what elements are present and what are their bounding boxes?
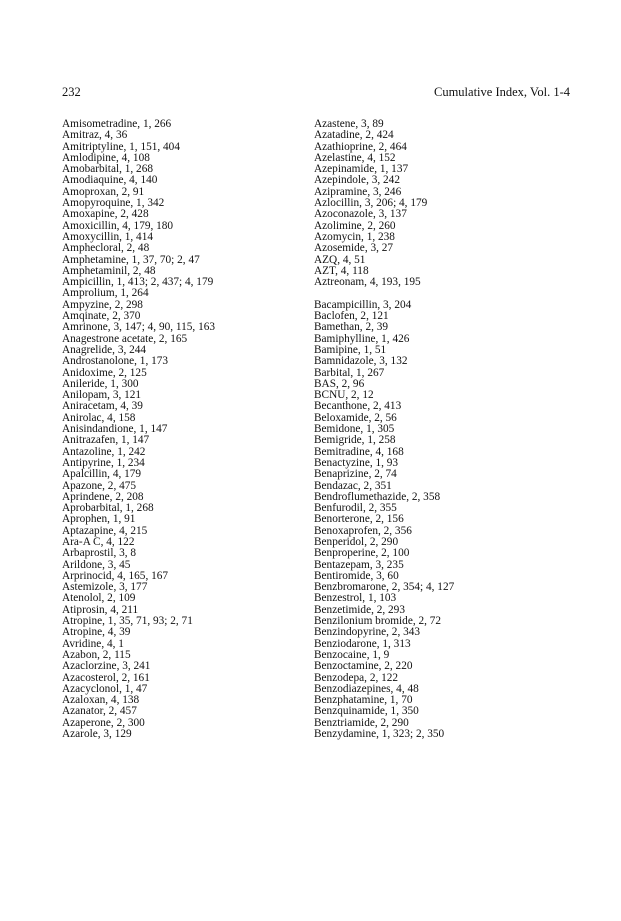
index-entry: Aztreonam, 4, 193, 195 <box>314 276 421 289</box>
index-entry: Androstanolone, 1, 173 <box>62 355 169 368</box>
index-entry: Amqinate, 2, 370 <box>62 310 141 323</box>
index-entry: Amphetamine, 1, 37, 70; 2, 47 <box>62 253 200 266</box>
index-entry: Bamipine, 1, 51 <box>314 343 387 356</box>
index-entry: Bentiromide, 3, 60 <box>314 569 399 582</box>
index-entry: Amphecloral, 2, 48 <box>62 242 150 255</box>
index-entry: Antazoline, 1, 242 <box>62 445 146 458</box>
index-entry: Anagestrone acetate, 2, 165 <box>62 332 188 345</box>
index-entry: BCNU, 2, 12 <box>314 389 374 402</box>
index-entry: Bamiphylline, 1, 426 <box>314 332 410 345</box>
index-entry: Benzoctamine, 2, 220 <box>314 660 413 673</box>
index-entry: BAS, 2, 96 <box>314 377 365 390</box>
index-entry: Aprobarbital, 1, 268 <box>62 502 154 515</box>
index-entry: AZT, 4, 118 <box>314 264 369 277</box>
index-entry: Azaclorzine, 3, 241 <box>62 660 151 673</box>
index-entry: Anileride, 1, 300 <box>62 377 139 390</box>
index-entry: Aprophen, 1, 91 <box>62 513 136 526</box>
index-entry: Baclofen, 2, 121 <box>314 310 389 323</box>
index-entry: Bemigride, 1, 258 <box>314 434 396 447</box>
index-column-left <box>62 119 302 740</box>
index-entry: Bacampicillin, 3, 204 <box>314 298 412 311</box>
index-entry: Amitraz, 4, 36 <box>62 129 128 142</box>
index-entry: Arildone, 3, 45 <box>62 558 131 571</box>
index-entry: Azepinamide, 1, 137 <box>314 163 409 176</box>
index-entry: Ampyzine, 2, 298 <box>62 298 143 311</box>
index-entry: Benfurodil, 2, 355 <box>314 502 397 515</box>
index-entry: Azaloxan, 4, 138 <box>62 694 140 707</box>
index-entry: Aptazapine, 4, 215 <box>62 524 148 537</box>
index-entry: Anitrazafen, 1, 147 <box>62 434 150 447</box>
index-entry: Benzodiazepines, 4, 48 <box>314 682 419 695</box>
index-column-right <box>314 119 570 740</box>
index-entry: Amoxycillin, 1, 414 <box>62 230 153 243</box>
index-entry: Azarole, 3, 129 <box>62 728 132 741</box>
index-entry: Azipramine, 3, 246 <box>314 185 402 198</box>
index-entry: Amisometradine, 1, 266 <box>62 118 172 130</box>
index-entry: Atiprosin, 4, 211 <box>62 603 139 616</box>
index-entry: Bemidone, 1, 305 <box>314 423 395 436</box>
index-entry: Amitriptyline, 1, 151, 404 <box>62 140 180 153</box>
index-entry: Bamethan, 2, 39 <box>314 321 389 334</box>
index-entry: Azelastine, 4, 152 <box>314 151 396 164</box>
index-entry: Azoconazole, 3, 137 <box>314 208 407 221</box>
index-entry: Amoproxan, 2, 91 <box>62 185 145 198</box>
index-entry: Benzindopyrine, 2, 343 <box>314 626 421 639</box>
index-entry: Benzodepa, 2, 122 <box>314 671 399 684</box>
index-entry: Barbital, 1, 267 <box>314 366 385 379</box>
index-entry: Anagrelide, 3, 244 <box>62 343 147 356</box>
index-entry: Azacosterol, 2, 161 <box>62 671 150 684</box>
index-entry: Benztriamide, 2, 290 <box>314 716 409 729</box>
index-entry: Azepindole, 3, 242 <box>314 174 400 187</box>
index-entry: Azaperone, 2, 300 <box>62 716 145 729</box>
index-entry: Amprolium, 1, 264 <box>62 287 149 300</box>
index-entry: Azanator, 2, 457 <box>62 705 137 718</box>
index-entry: Benactyzine, 1, 93 <box>314 456 399 469</box>
index-entry: Becanthone, 2, 413 <box>314 400 402 413</box>
index-entry: Azacyclonol, 1, 47 <box>62 682 148 695</box>
index-entry: Bentazepam, 3, 235 <box>314 558 404 571</box>
running-title: Cumulative Index, Vol. 1-4 <box>434 85 570 99</box>
index-entry: Benzphatamine, 1, 70 <box>314 694 413 707</box>
index-entry: Azastene, 3, 89 <box>314 118 384 130</box>
index-entry: Apazone, 2, 475 <box>62 479 137 492</box>
index-entry: Amodiaquine, 4, 140 <box>62 174 158 187</box>
index-entry: Benproperine, 2, 100 <box>314 547 410 560</box>
index-entry: Benziodarone, 1, 313 <box>314 637 411 650</box>
index-entry: Benoxaprofen, 2, 356 <box>314 524 412 537</box>
index-entry: Avridine, 4, 1 <box>62 637 124 650</box>
index-entry: Bendroflumethazide, 2, 358 <box>314 490 441 503</box>
page-header <box>62 84 570 100</box>
index-entry: Bamnidazole, 3, 132 <box>314 355 408 368</box>
index-entry: Azosemide, 3, 27 <box>314 242 394 255</box>
index-entry: Benzestrol, 1, 103 <box>314 592 397 605</box>
index-entry: Arprinocid, 4, 165, 167 <box>62 569 169 582</box>
index-entry: Azathioprine, 2, 464 <box>314 140 407 153</box>
index-entry: Amoxapine, 2, 428 <box>62 208 149 221</box>
index-entry: Azlocillin, 3, 206; 4, 179 <box>314 197 428 210</box>
index-entry: Beloxamide, 2, 56 <box>314 411 397 424</box>
index-entry: Amopyroquine, 1, 342 <box>62 197 165 210</box>
index-entry: Benorterone, 2, 156 <box>314 513 404 526</box>
index-entry: Amphetaminil, 2, 48 <box>62 264 156 277</box>
index-entry: Benperidol, 2, 290 <box>314 535 399 548</box>
index-entry: Atenolol, 2, 109 <box>62 592 136 605</box>
index-entry: Benzbromarone, 2, 354; 4, 127 <box>314 581 455 594</box>
index-entry: Benzocaine, 1, 9 <box>314 648 390 661</box>
index-entry: Arbaprostil, 3, 8 <box>62 547 137 560</box>
index-entry: Azomycin, 1, 238 <box>314 230 395 243</box>
index-entry: Anidoxime, 2, 125 <box>62 366 147 379</box>
page-number: 232 <box>62 85 81 99</box>
index-entry: Bemitradine, 4, 168 <box>314 445 404 458</box>
index-entry: Amlodipine, 4, 108 <box>62 151 150 164</box>
index-entry: Azatadine, 2, 424 <box>314 129 394 142</box>
index-entry: Benzetimide, 2, 293 <box>314 603 405 616</box>
index-entry: Amobarbital, 1, 268 <box>62 163 153 176</box>
index-entry: Benzydamine, 1, 323; 2, 350 <box>314 728 445 741</box>
index-entry: Antipyrine, 1, 234 <box>62 456 145 469</box>
index-entry: Benzilonium bromide, 2, 72 <box>314 615 442 628</box>
index-entry: Anirolac, 4, 158 <box>62 411 136 424</box>
index-entry: Aniracetam, 4, 39 <box>62 400 143 413</box>
index-entry: Atropine, 4, 39 <box>62 626 131 639</box>
index-entry: Bendazac, 2, 351 <box>314 479 392 492</box>
index-entry: Aprindene, 2, 208 <box>62 490 144 503</box>
index-entry: Anilopam, 3, 121 <box>62 389 142 402</box>
index-entry: Ampicillin, 1, 413; 2, 437; 4, 179 <box>62 276 214 289</box>
index-entry: Benaprizine, 2, 74 <box>314 468 397 481</box>
index-entry: Astemizole, 3, 177 <box>62 581 148 594</box>
index-entry: Amrinone, 3, 147; 4, 90, 115, 163 <box>62 321 216 334</box>
index-entry: AZQ, 4, 51 <box>314 253 366 266</box>
index-entry: Ara-A C, 4, 122 <box>62 535 135 548</box>
index-entry: Azabon, 2, 115 <box>62 648 131 661</box>
index-entry: Amoxicillin, 4, 179, 180 <box>62 219 174 232</box>
index-entry: Azolimine, 2, 260 <box>314 219 396 232</box>
index-entry: Benzquinamide, 1, 350 <box>314 705 419 718</box>
index-entry: Atropine, 1, 35, 71, 93; 2, 71 <box>62 615 193 628</box>
index-entry: Apalcillin, 4, 179 <box>62 468 142 481</box>
index-entry: Anisindandione, 1, 147 <box>62 423 168 436</box>
